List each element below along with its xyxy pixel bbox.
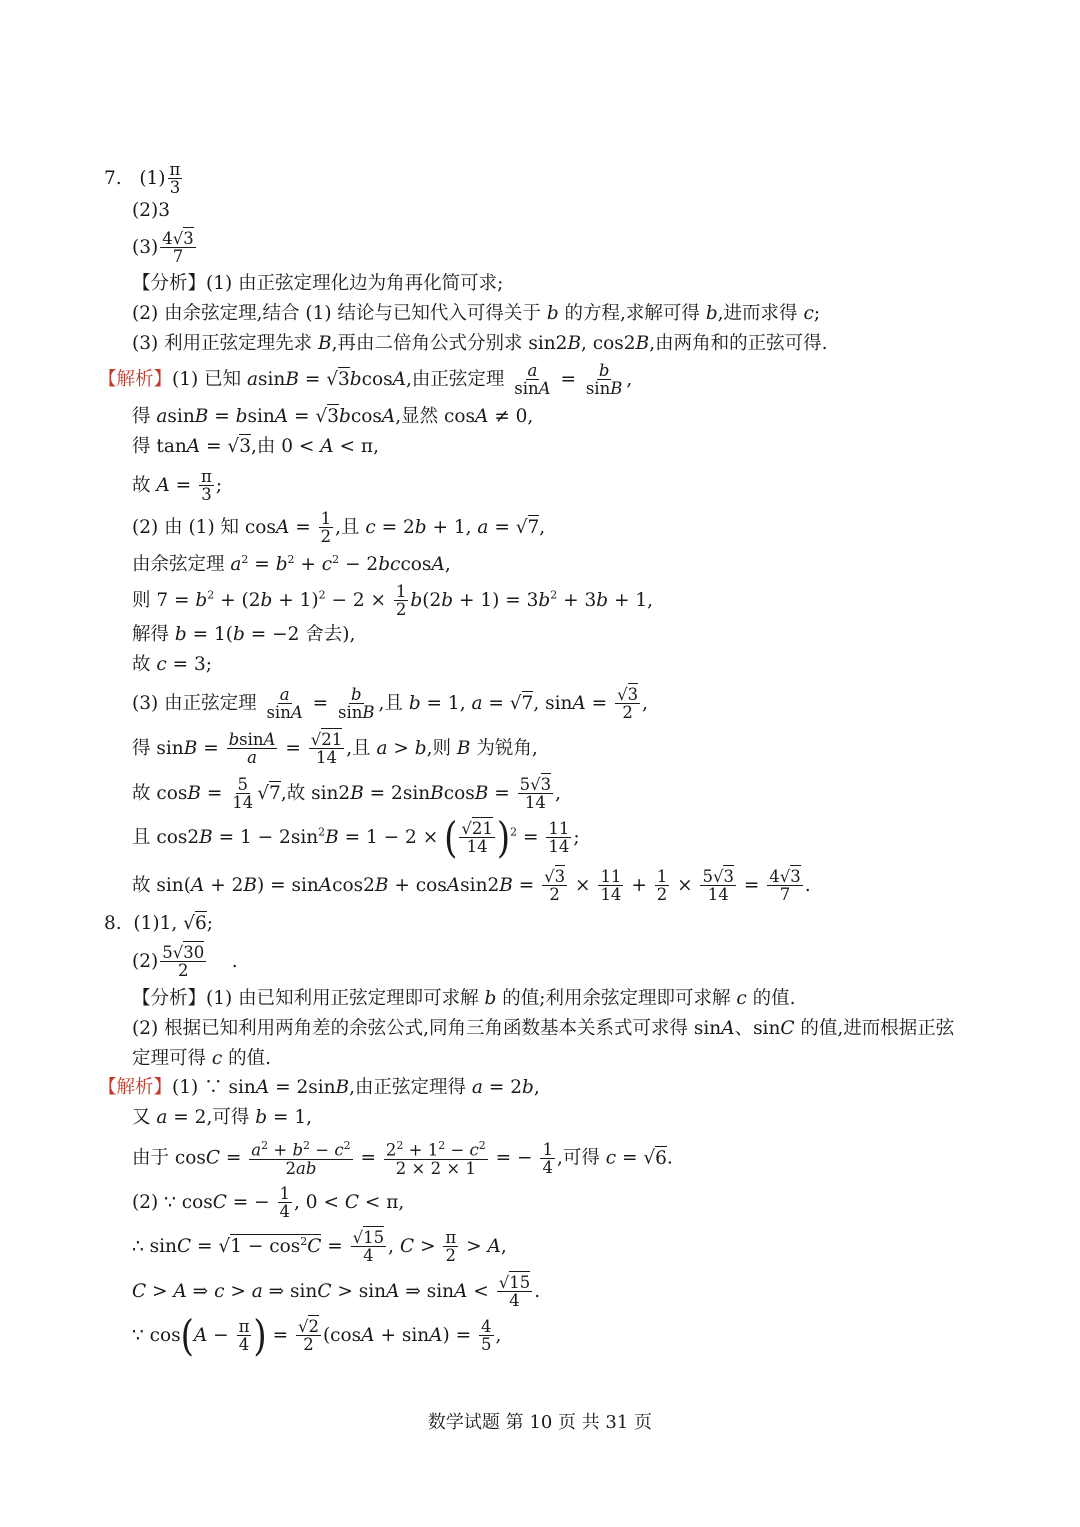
p8-sol-7: ∵ cos(A − $\frac{\pi}{4}$ ) = $\frac{√2}{2}$ (cosA + sinA) = $\frac{4}{5}$ , [132,1310,502,1361]
p7-sol-6: 由余弦定理 $a^2 = b^2 + c^2 - 2bccosA$, [132,553,451,576]
p8-analysis-1: 【分析】(1) 由已知利用正弦定理即可求解 b 的值;利用余弦定理即可求解 c 的值. [132,988,796,1009]
p7-sol-13: 且 $\cos 2B = 1 - 2\sin^2B = 1 - 2$ × ( $\frac{√21}{14}$ )$^2$ = $\frac{11}{14}$ ; [132,812,580,863]
p7-sol-1: 【解析】(1) 已知 asinB = √3bcosA,由正弦定理 $\frac{a}{\sin A}$ = $\frac{b}{\sin B}$ , [98,361,633,399]
p8-ans2-frac: $\frac{5√30}{2}$ [162,943,205,981]
p7-analysis-3: (3) 利用正弦定理先求 B,再由二倍角公式分别求 sin2B, cos2B,由两角和的正弦可得. [132,333,828,354]
p7-sol-7: 则 $7 = b^2 + (2b + 1)^2 - 2$ × $\frac{1}{2}$ $b(2b + 1) = 3b^2 + 3b + 1$, [132,582,654,620]
p7-analysis-1: 【分析】(1) 由正弦定理化边为角再化简可求; [132,273,504,294]
p7-sol-11: 得 sinB = $\frac{bsinA}{a}$ = $\frac{√21}{14}$ ,且 a > b,则 B 为锐角, [132,730,538,768]
p7-sol-2: 得 asinB = bsinA = √3bcosA,显然 cosA ≠ 0, [132,406,534,427]
p7-answer-2: (2)3 [132,200,170,221]
p8-sol-5: ∴ $\sin C = √1 - \cos^2C$ = $\frac{√15}{4}$ , C > $\frac{\pi}{2}$ > A, [132,1228,507,1266]
p7-sol-5: (2) 由 (1) 知 cosA = $\frac{1}{2}$ ,且 c = 2b + 1, a = √7, [132,509,546,547]
p8-ans2-label: (2) [132,950,159,972]
p7-sol-3: 得 tanA = √3,由 0 < A < π, [132,436,379,457]
p7-sol-10: (3) 由正弦定理 $\frac{a}{\sin A}$ = $\frac{b}{\sin B}$ ,且 b = 1, a = √7, sinA = $\frac{√3}{2}$ , [132,685,648,723]
p7-sol-12: 故 cosB = $\frac{5}{14}$ √7,故 sin2B = 2sinBcosB = $\frac{5√3}{14}$ , [132,775,562,813]
p7-analysis-2: (2) 由余弦定理,结合 (1) 结论与已知代入可得关于 b 的方程,求解可得 b,进而求得 c; [132,303,821,324]
p7-answer-1 [104,161,184,197]
p7-sol-14: 故 sin(A + 2B) = sinAcos2B + cosAsin2B = $\frac{√3}{2}$ × $\frac{11}{14}$ + $\frac{1}{2}$ × $\frac{5√3}{14}$ = $\frac{4√3}{7}$ . [132,867,811,905]
p8-sol-2: 又 a = 2,可得 b = 1, [132,1107,312,1128]
p8-answer-1: 8. (1)1, √6; [104,913,213,934]
p7-solution-tag: 【解析】 [98,368,173,390]
p7-answer-3 [132,230,198,266]
p8-analysis-3: 定理可得 c 的值. [132,1048,272,1069]
p7-number: 7. [104,167,122,189]
p8-solution-tag: 【解析】 [98,1077,173,1098]
p8-sol-1: 【解析】(1) ∵ sinA = 2sinB,由正弦定理得 a = 2b, [98,1077,540,1098]
p8-sol-6: C > A ⇒ c > a ⇒ sinC > sinA ⇒ sinA < $\frac{√15}{4}$ . [132,1273,541,1311]
p8-analysis-tag: 【分析】 [132,988,207,1009]
p8-sol-4: (2) ∵ cosC = − $\frac{1}{4}$ , 0 < C < π, [132,1184,405,1222]
p8-number: 8. [104,913,122,934]
p7-sol-8: 解得 b = 1(b = −2 舍去), [132,624,356,645]
p7-ans3-label: (3) [132,236,159,258]
p7-sol-9: 故 c = 3; [132,654,213,675]
p8-analysis-2: (2) 根据已知利用两角差的余弦公式,同角三角函数基本关系式可求得 sinA、sinC 的值,进而根据正弦 [132,1018,955,1039]
p7-analysis-tag: 【分析】 [132,273,207,294]
p7-sol-4: 故 A = $\frac{\pi}{3}$ ; [132,467,223,505]
page-footer: 数学试题 第 10 页 共 31 页 [427,1412,653,1433]
p8-answer-2: (2) $\frac{5√30}{2}$ . [132,943,238,981]
p7-ans3-frac: $\frac{4√3}{7}$ [162,229,194,267]
p7-ans1-frac: $\frac{\pi}{3}$ [169,160,181,198]
p7-ans1-label: (1) [139,167,166,189]
p8-sol-3: 由于 cosC = $\frac{a^2 + b^2 - c^2}{2ab}$ = $\frac{2^2 + 1^2 - c^2}{2 \times 2 \times 1}$ = − $\frac{1}{4}$ ,可得 c = √6. [132,1139,673,1178]
